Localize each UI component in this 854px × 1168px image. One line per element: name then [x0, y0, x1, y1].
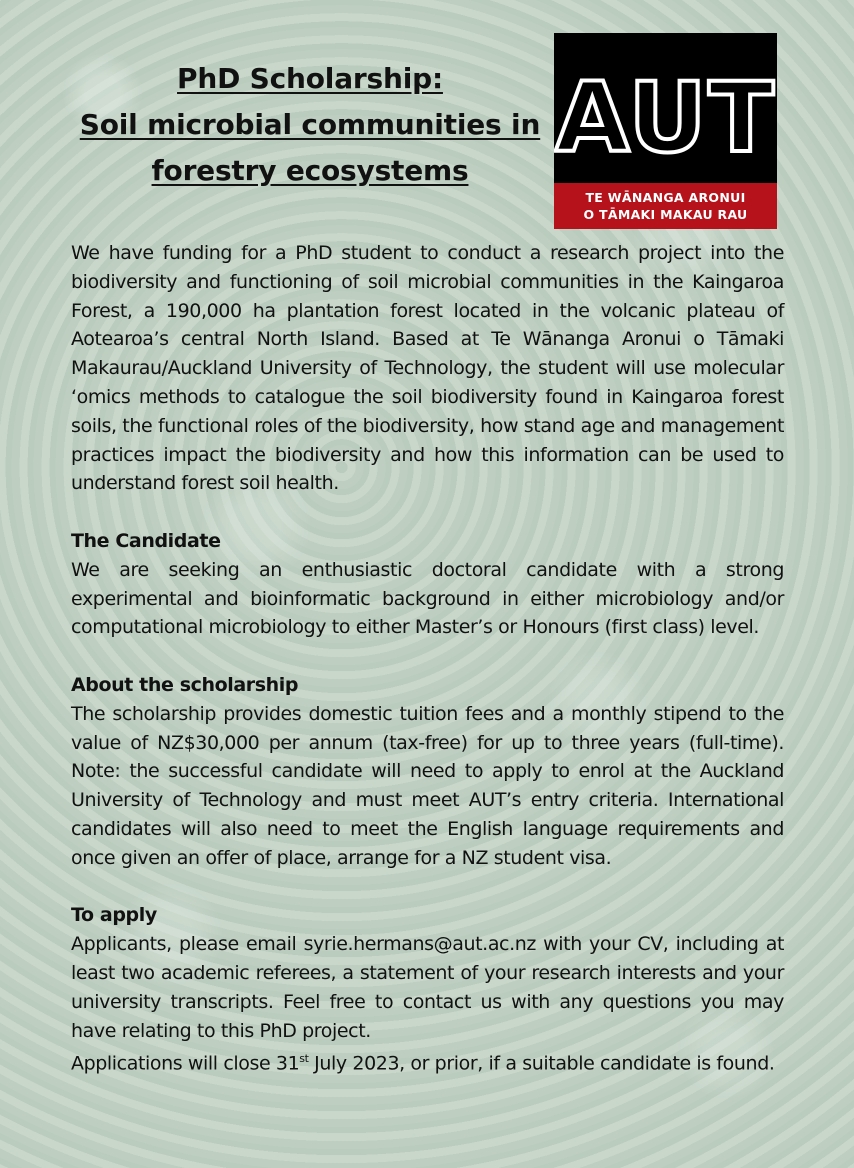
aut-logo-line-2: O TĀMAKI MAKAU RAU [583, 207, 748, 222]
aut-logo-letters: AUT [555, 62, 776, 174]
aut-logo-line-1: TE WĀNANGA ARONUI [585, 190, 746, 205]
title-line-2: Soil microbial communities in [79, 108, 541, 141]
title-line-3: forestry ecosystems [151, 154, 469, 187]
candidate-paragraph: We are seeking an enthusiastic doctoral candidate with a strong experimental and bioinformatic background in either microbiology and/or computational microbiology to either Master’s or Honours (first class) level. [71, 558, 784, 639]
title-line-1: PhD Scholarship: [177, 62, 443, 95]
closing-suffix: July 2023, or prior, if a suitable candidate is found. [308, 1052, 775, 1075]
aut-logo-mark [554, 33, 777, 183]
candidate-heading: The Candidate [71, 529, 221, 552]
page-title [60, 56, 560, 194]
aut-logo [554, 33, 777, 229]
apply-heading: To apply [71, 904, 157, 927]
scholarship-paragraph: The scholarship provides domestic tuition fees and a monthly stipend to the value of NZ$30,000 per annum (tax-free) for up to three years (full-time). Note: the successful candidate will need to apply to enrol at the Auckland University of Technology and must meet AUT’s entry criteria. International candidates will also need to meet the English language requirements and once given an offer of place, arrange for a NZ student visa. [71, 702, 784, 869]
closing-prefix: Applications will close 31 [71, 1052, 300, 1075]
scholarship-heading: About the scholarship [71, 673, 299, 696]
closing-date-paragraph [71, 1045, 784, 1078]
body-content [71, 239, 784, 1078]
aut-logo-band [554, 183, 777, 229]
closing-ordinal: st [299, 1052, 309, 1066]
intro-paragraph: We have funding for a PhD student to conduct a research project into the biodiversity and functioning of soil microbial communities in the Kaingaroa Forest, a 190,000 ha plantation forest located in the volcanic plateau of Aotearoa’s central North Island. Based at Te Wānanga Aronui o Tāmaki Makaurau/Auckland University of Technology, the student will use molecular ‘omics methods to catalogue the soil biodiversity found in Kaingaroa forest soils, the functional roles of the biodiversity, how stand age and management practices impact the biodiversity and how this information can be used to understand forest soil health. [71, 242, 784, 495]
apply-paragraph: Applicants, please email syrie.hermans@aut.ac.nz with your CV, including at least two academic referees, a statement of your research interests and your university transcripts. Feel free to contact us with any questions you may have relating to this PhD project. [71, 933, 784, 1042]
